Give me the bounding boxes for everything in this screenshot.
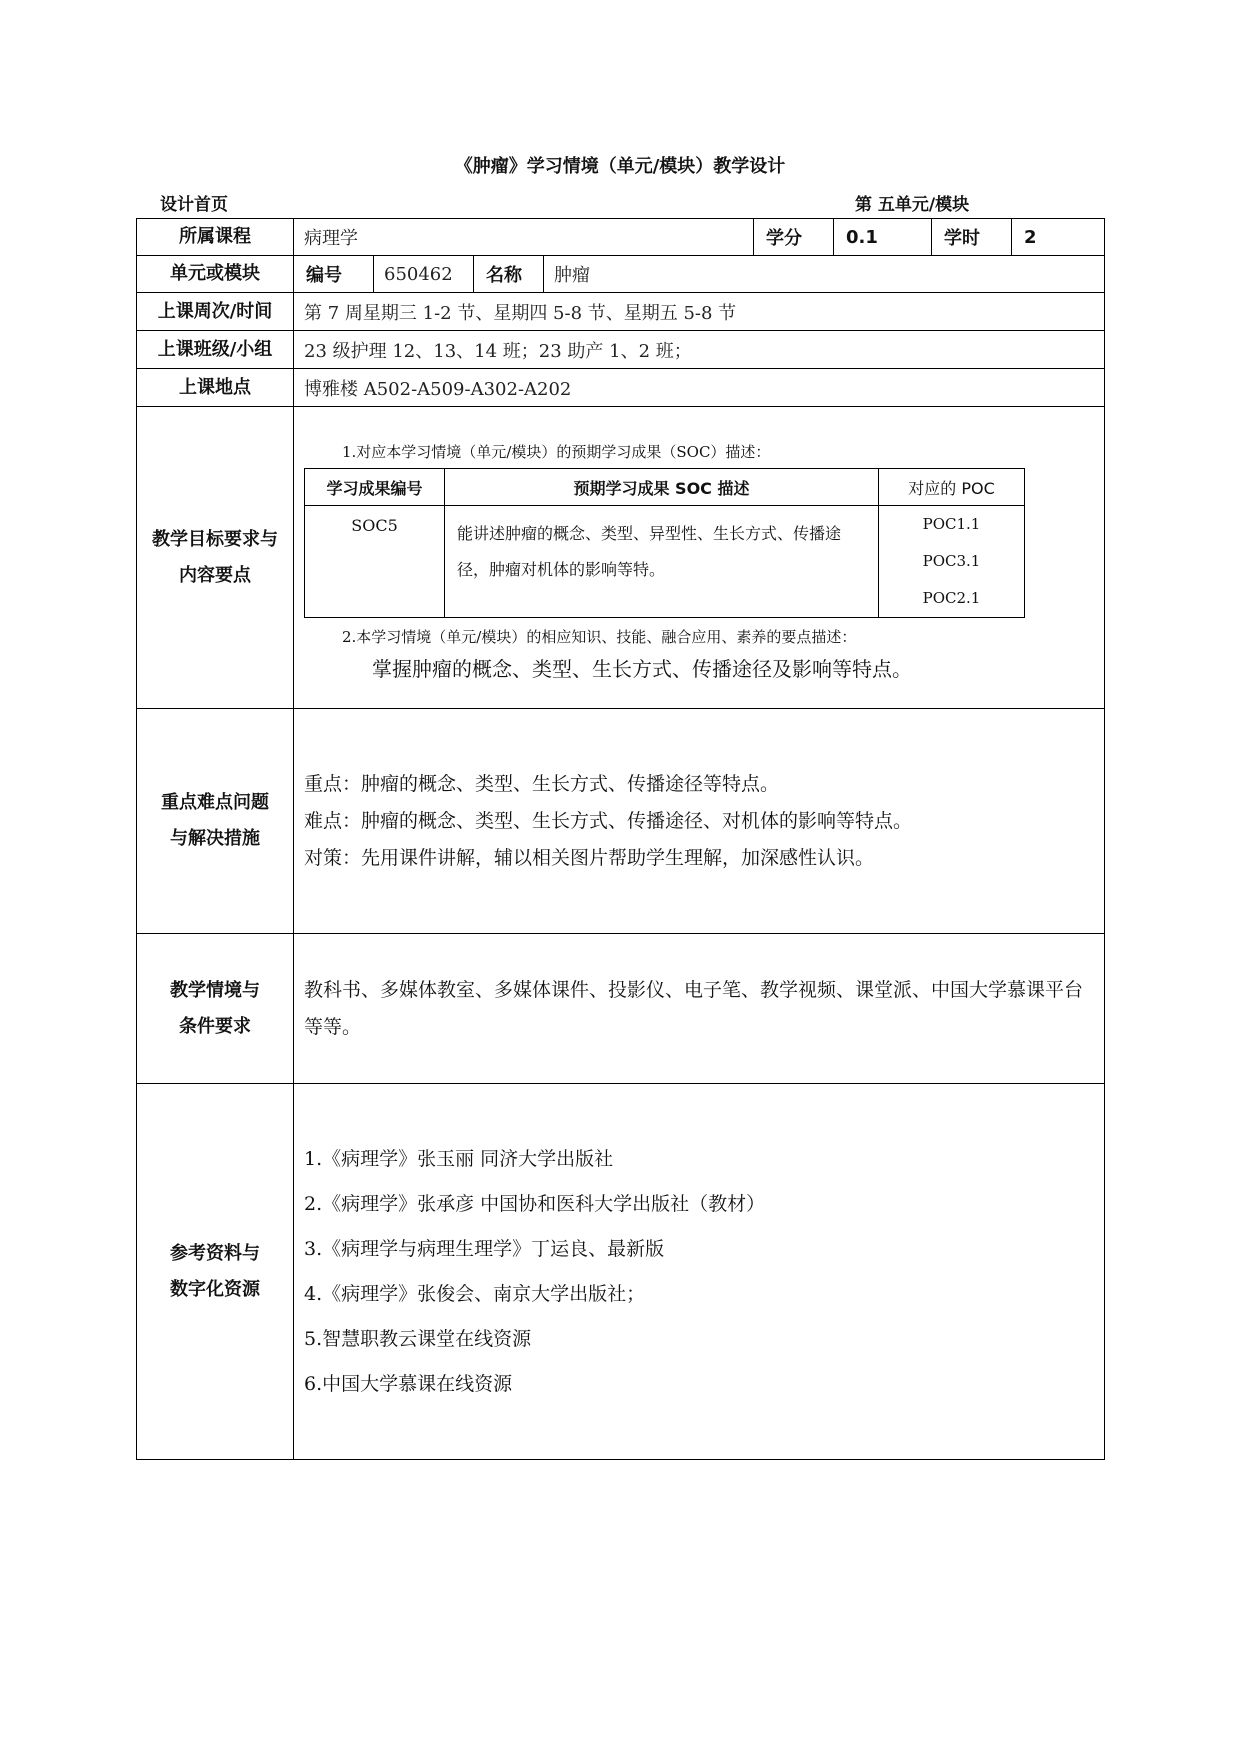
- references-label-line1: 参考资料与: [170, 1242, 260, 1264]
- conditions-label-line1: 教学情境与: [170, 979, 260, 1001]
- credit-label: 学分: [754, 219, 834, 256]
- key-points-label-line2: 与解决措施: [170, 828, 260, 849]
- soc-description: 能讲述肿瘤的概念、类型、异型性、生长方式、传播途径，肿瘤对机体的影响等特。: [445, 506, 879, 618]
- reference-item: 6.中国大学慕课在线资源: [304, 1372, 513, 1395]
- reference-item: 3.《病理学与病理生理学》丁运良、最新版: [304, 1237, 665, 1260]
- conditions-content: [294, 934, 1105, 1084]
- conditions-label-line2: 条件要求: [179, 1015, 251, 1037]
- design-table: [136, 218, 1105, 1460]
- location-row: [137, 369, 1105, 407]
- unit-row: [137, 256, 1105, 293]
- references-label-line2: 数字化资源: [170, 1278, 260, 1300]
- references-content: [294, 1084, 1105, 1460]
- points-text: 掌握肿瘤的概念、类型、生长方式、传播途径及影响等特点。: [372, 657, 912, 681]
- hours-label: 学时: [932, 219, 1012, 256]
- conditions-label: [137, 934, 294, 1084]
- points-intro: 2.本学习情境（单元/模块）的相应知识、技能、融合应用、素养的要点描述：: [342, 628, 857, 646]
- strategy-line: 对策：先用课件讲解，辅以相关图片帮助学生理解，加深感性认识。: [304, 846, 875, 869]
- name-value: 肿瘤: [544, 256, 1105, 293]
- credit-value: 0.1: [834, 219, 932, 256]
- poc-item: POC2.1: [922, 589, 981, 607]
- references-row: [137, 1084, 1105, 1460]
- schedule-label: 上课周次/时间: [137, 293, 294, 331]
- classes-row: [137, 331, 1105, 369]
- reference-item: 1.《病理学》张玉丽 同济大学出版社: [304, 1147, 614, 1170]
- conditions-text: 教科书、多媒体教室、多媒体课件、投影仪、电子笔、教学视频、课堂派、中国大学慕课平台等等。: [304, 978, 1084, 1038]
- objectives-content: [294, 407, 1105, 709]
- design-homepage-label: 设计首页: [160, 195, 228, 215]
- references-label: [137, 1084, 294, 1460]
- objectives-label: [137, 407, 294, 709]
- reference-item: 5.智慧职教云课堂在线资源: [304, 1327, 532, 1350]
- soc-header-code: 学习成果编号: [305, 469, 445, 506]
- unit-number-label: 第 五单元/模块: [855, 195, 970, 215]
- code-value: 650462: [374, 256, 474, 293]
- key-points-row: [137, 709, 1105, 934]
- soc-table: [304, 468, 1025, 618]
- soc-intro: 1.对应本学习情境（单元/模块）的预期学习成果（SOC）描述：: [342, 443, 771, 461]
- course-row: [137, 219, 1105, 256]
- classes-label: 上课班级/小组: [137, 331, 294, 369]
- unit-label: 单元或模块: [137, 256, 294, 293]
- poc-list: [879, 506, 1025, 618]
- document-title: 《肿瘤》学习情境（单元/模块）教学设计: [454, 156, 786, 177]
- objectives-row: [137, 407, 1105, 709]
- classes-value: 23 级护理 12、13、14 班；23 助产 1、2 班；: [294, 331, 1105, 369]
- conditions-row: [137, 934, 1105, 1084]
- name-label: 名称: [474, 256, 544, 293]
- soc-table-row: [305, 506, 1025, 618]
- difficulty-line: 难点：肿瘤的概念、类型、生长方式、传播途径、对机体的影响等特点。: [304, 809, 913, 832]
- soc-header-desc: 预期学习成果 SOC 描述: [445, 469, 879, 506]
- schedule-value: 第 7 周星期三 1-2 节、星期四 5-8 节、星期五 5-8 节: [294, 293, 1105, 331]
- key-points-label-line1: 重点难点问题: [161, 792, 269, 813]
- soc-code: SOC5: [305, 506, 445, 618]
- objectives-label-line1: 教学目标要求与: [152, 528, 278, 550]
- hours-value: 2: [1012, 219, 1105, 256]
- key-points-label: [137, 709, 294, 934]
- reference-item: 4.《病理学》张俊会、南京大学出版社；: [304, 1282, 646, 1305]
- soc-table-header: [305, 469, 1025, 506]
- poc-item: POC3.1: [922, 552, 981, 570]
- poc-item: POC1.1: [922, 515, 981, 533]
- course-label: 所属课程: [137, 219, 294, 256]
- objectives-label-line2: 内容要点: [179, 564, 251, 586]
- course-value: 病理学: [294, 219, 754, 256]
- key-point-line: 重点：肿瘤的概念、类型、生长方式、传播途径等特点。: [304, 772, 780, 795]
- soc-header-poc: 对应的 POC: [879, 469, 1025, 506]
- key-points-content: [294, 709, 1105, 934]
- reference-item: 2.《病理学》张承彦 中国协和医科大学出版社（教材）: [304, 1192, 766, 1215]
- location-label: 上课地点: [137, 369, 294, 407]
- code-label: 编号: [294, 256, 374, 293]
- schedule-row: [137, 293, 1105, 331]
- location-value: 博雅楼 A502-A509-A302-A202: [294, 369, 1105, 407]
